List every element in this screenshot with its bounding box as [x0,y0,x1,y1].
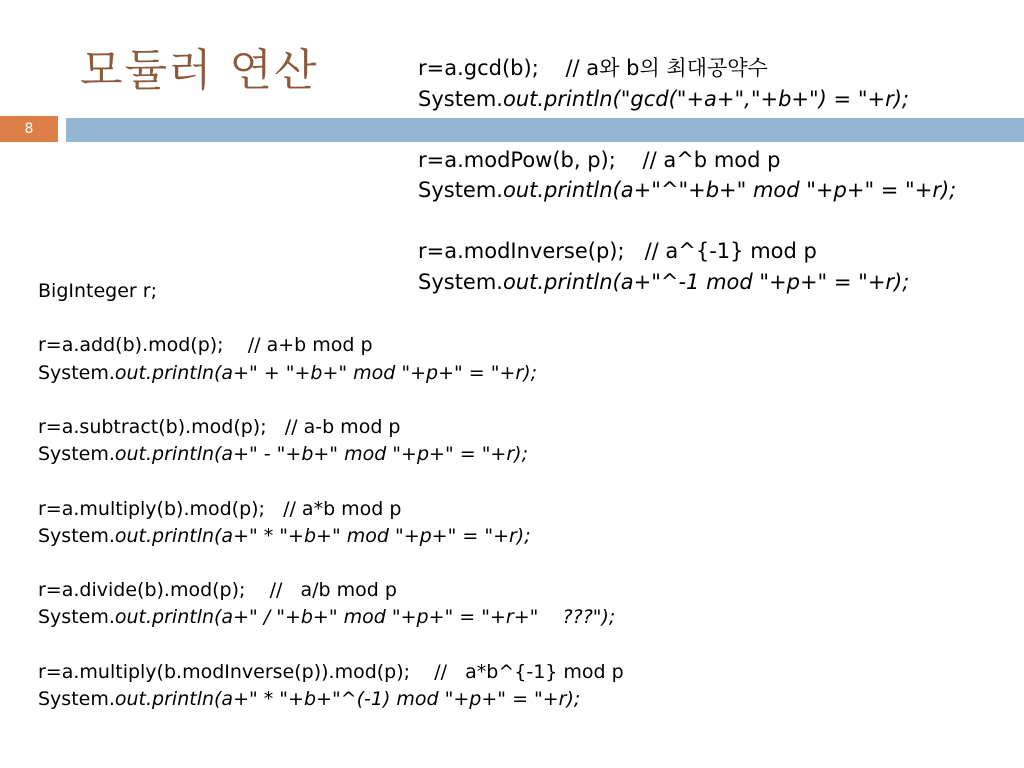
code-statement: r=a.multiply(b).mod(p); // a*b mod p [38,497,402,520]
code-statement: r=a.multiply(b.modInverse(p)).mod(p); // a*b^{-1} mod p [38,660,624,683]
code-line [38,523,624,550]
code-statement: r=a.divide(b).mod(p); // a/b mod p [38,579,397,602]
code-blank-line [38,550,624,577]
slide-title: 모듈러 연산 [80,45,319,96]
code-line [38,360,624,387]
code-line [418,236,956,267]
code-line [418,84,956,115]
code-blank-line [418,114,956,145]
code-prefix: System. [38,361,115,384]
code-line [418,145,956,176]
code-println-call: out.println(a+"^-1 mod "+p+" = "+r); [502,269,910,294]
code-println-call: out.println(a+" * "+b+"^(-1) mod "+p+" = "+r); [114,687,581,710]
code-println-call: out.println(a+" * "+b+" mod "+p+" = "+r); [114,524,531,547]
code-println-call: out.println(a+" / "+b+" mod "+p+" = "+r+" ???"); [114,606,616,629]
code-blank-line [38,631,624,658]
code-blank-line [38,305,624,332]
code-statement: r=a.gcd(b); // a와 b의 최대공약수 [418,56,768,80]
code-statement: r=a.modPow(b, p); // a^b mod p [418,147,781,172]
code-statement: r=a.add(b).mod(p); // a+b mod p [38,334,373,357]
code-line [418,53,956,84]
code-prefix: System. [38,443,115,466]
code-prefix: System. [418,269,503,294]
code-statement: BigInteger r; [38,280,157,302]
code-statement: r=a.modInverse(p); // a^{-1} mod p [418,239,817,263]
code-blank-line [38,468,624,495]
code-blank-line [418,206,956,237]
code-println-call: out.println(a+"^"+b+" mod "+p+" = "+r); [502,178,957,202]
code-prefix: System. [38,606,115,629]
code-println-call: out.println("gcd("+a+","+b+") = "+r); [502,86,909,111]
code-line [38,414,624,441]
code-blank-line [38,387,624,414]
code-line [38,441,624,468]
code-statement: r=a.subtract(b).mod(p); // a-b mod p [38,415,401,438]
code-line [38,278,624,305]
code-block-left [38,278,624,713]
code-prefix: System. [418,178,503,202]
slide-number-badge: 8 [0,116,58,142]
code-line [38,496,624,523]
code-prefix: System. [418,86,503,111]
code-line [38,577,624,604]
code-line [418,175,956,206]
code-prefix: System. [38,524,115,547]
code-block-right [418,53,956,297]
code-println-call: out.println(a+" + "+b+" mod "+p+" = "+r); [114,361,538,384]
code-line [38,659,624,686]
code-line [38,686,624,713]
code-println-call: out.println(a+" - "+b+" mod "+p+" = "+r); [114,443,528,466]
code-line [38,604,624,631]
code-line [38,332,624,359]
code-prefix: System. [38,687,115,710]
